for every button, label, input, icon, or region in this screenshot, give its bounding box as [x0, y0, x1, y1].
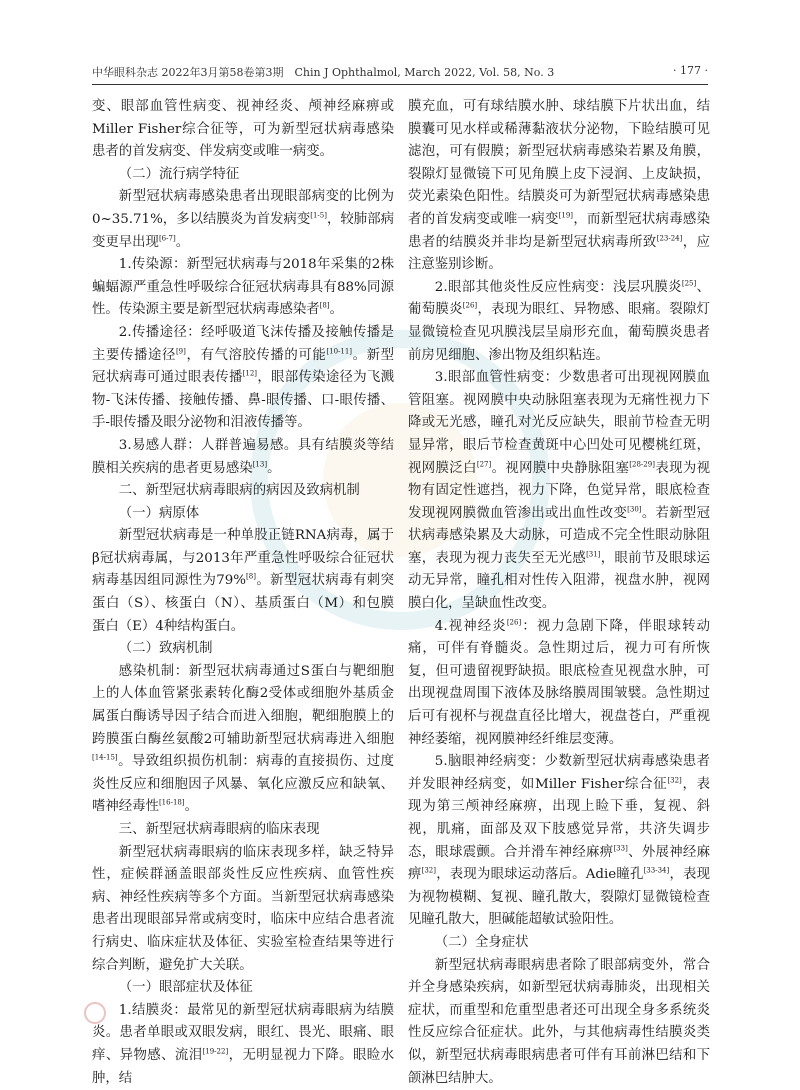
paragraph	[408, 277, 710, 367]
paragraph-text: 感染机制：新型冠状病毒通过S蛋白与靶细胞上的人体血管紧张素转化酶2受体或细胞外基质金属蛋白酶诱导因子结合而进入细胞，靶细胞膜上的跨膜蛋白酶丝氨酸2可辅助新型冠状病毒进入细胞	[92, 663, 394, 747]
paragraph	[408, 932, 710, 955]
paragraph-text: 三、新型冠状病毒眼病的临床表现	[118, 822, 320, 837]
paragraph-text: ，应注意鉴别诊断。	[408, 234, 711, 273]
citation-ref: [32]	[421, 866, 436, 875]
paragraph	[92, 480, 394, 503]
paragraph	[92, 842, 394, 978]
paragraph-text: 二、新型冠状病毒眼病的病因及致病机制	[118, 483, 360, 499]
paragraph-text: 。视网膜中央静脉阻塞	[491, 460, 630, 476]
paragraph-text: 。	[329, 302, 343, 318]
paragraph-text: 膜充血，可有球结膜水肿、球结膜下片状出血，结膜囊可见水样或稀薄黏液状分泌物，下睑结膜可见滤泡，可有假膜；新型冠状病毒感染若累及角膜，裂隙灯显微镜下可见角膜上皮下浸润、上皮缺损，荧光素染色阳性。结膜炎可为新型冠状病毒感染患者的首发病变或唯一病变	[408, 99, 710, 227]
paragraph	[92, 1000, 394, 1090]
citation-ref: [33]	[613, 844, 628, 853]
citation-ref: [13]	[252, 460, 268, 469]
paragraph-text: ，眼前节及眼球运动无异常，瞳孔相对性传入阻滞，视盘水肿，视网膜白化，呈缺血性改变。	[408, 550, 711, 612]
publisher-logo	[84, 1002, 112, 1024]
paragraph-text: 。导致组织损伤机制：病毒的直接损伤、过度炎性反应和细胞因子风暴、氧化应激反应和缺氧、嗜神经毒性	[92, 754, 394, 815]
paragraph-text: ，无明显视力下降。眼睑水肿，结	[92, 1047, 395, 1086]
paragraph-text: ，表现为第三颅神经麻痹，出现上睑下垂，复视、斜视，肌痛，面部及双下肢感觉异常，共济失调步态，眼球震颤。合并滑车神经麻痹	[408, 776, 710, 860]
left-column	[92, 96, 394, 1090]
paragraph-text: ，表现为眼红、异物感、眼痛。裂隙灯显微镜检查见巩膜浅层呈扇形充血，葡萄膜炎患者前房见细胞、渗出物及组织粘连。	[408, 302, 711, 363]
citation-ref: [28-29]	[629, 460, 655, 469]
paragraph-text: ，有气溶胶传播的可能	[185, 347, 327, 363]
paragraph	[408, 955, 710, 1090]
paragraph-text: 4.视神经炎	[434, 618, 507, 634]
paragraph-text: 2.传播途径：经呼吸道飞沫传播及接触传播是主要传播途径	[92, 324, 394, 363]
citation-ref: [25]	[681, 279, 697, 288]
paragraph-text: 1.传染源：新型冠状病毒与2018年采集的2株蝙蝠源严重急性呼吸综合征冠状病毒具有88%同源性。传染源主要是新型冠状病毒感染者	[92, 257, 394, 318]
paragraph-text: 。新型冠状病毒有刺突蛋白（S）、核蛋白（N）、基质蛋白（M）和包膜蛋白（E）4种结构蛋白。	[92, 573, 394, 634]
paragraph	[92, 503, 394, 526]
citation-ref: [31]	[586, 550, 601, 559]
paragraph	[92, 254, 394, 322]
citation-ref: [14-15]	[92, 753, 118, 762]
citation-ref: [1-5]	[310, 211, 327, 220]
paragraph-text: 3.易感人群：人群普遍易感。具有结膜炎等结膜相关疾病的患者更易感染	[92, 437, 394, 476]
citation-ref: [12]	[242, 369, 258, 378]
citation-ref: [19]	[558, 211, 574, 220]
citation-ref: [33-34]	[643, 866, 670, 875]
paragraph	[92, 164, 394, 187]
paragraph	[408, 96, 710, 277]
citation-ref: [27]	[476, 460, 492, 469]
citation-ref: [32]	[667, 776, 682, 785]
paragraph	[92, 96, 394, 164]
paragraph-text: 。	[184, 799, 198, 815]
citation-ref: [10-11]	[326, 347, 353, 356]
paragraph	[408, 367, 710, 616]
citation-ref: [26]	[462, 301, 478, 310]
paragraph-text: 3.眼部血管性病变：少数患者可出现视网膜血管阻塞。视网膜中央动脉阻塞表现为无痛性视力下降或无光感，瞳孔对光反应缺失，眼前节检查无明显异常，眼后节检查黄斑中心凹处可见樱桃红斑，视网膜泛白	[408, 370, 710, 476]
running-header	[92, 60, 708, 85]
citation-ref: [23-24]	[656, 234, 683, 243]
paragraph-text: 。	[175, 234, 190, 250]
paragraph	[92, 186, 394, 254]
citation-ref: [8]	[246, 573, 256, 581]
paragraph-text: （一）病原体	[118, 505, 200, 521]
citation-ref: [9]	[175, 347, 186, 356]
paragraph-text: 新型冠状病毒眼病的临床表现多样，缺乏特异性，症候群涵盖眼部炎性反应性疾病、血管性疾病、神经性疾病等多个方面。当新型冠状病毒感染患者出现眼部异常或病变时，临床中应结合患者流行病史、临床症状及体征、实验室检查结果等进行综合判断，避免扩大关联。	[92, 844, 394, 973]
paragraph-text: ：视力急剧下降，伴眼球转动痛，可伴有脊髓炎。急性期过后，视力可有所恢复，但可遗留视野缺损。眼底检查见视盘水肿，可出现视盘周围下液体及脉络膜周围皱襞。急性期过后可有视杯与视盘直径比增大，视盘苍白，严重视神经萎缩，视网膜神经纤维层变薄。	[408, 618, 711, 747]
paragraph	[92, 661, 394, 819]
paragraph	[408, 751, 710, 932]
right-column	[408, 96, 710, 1090]
paragraph-text: 2.眼部其他炎性反应性病变：浅层巩膜炎	[434, 279, 682, 295]
paragraph-text: 1.结膜炎：最常见的新型冠状病毒眼病为结膜炎。患者单眼或双眼发病，眼红、畏光、眼痛、眼痒、异物感、流泪	[92, 1002, 394, 1063]
paragraph-text: ，表现为视物模糊、复视、瞳孔散大，裂隙灯显微镜检查见瞳孔散大，胆碱能超敏试验阳性。	[408, 867, 711, 928]
paragraph	[92, 322, 394, 435]
paragraph-text: （二）流行病学特征	[118, 166, 240, 182]
paragraph-text: 变、眼部血管性病变、视神经炎、颅神经麻痹或Miller Fisher综合征等，可为新型冠状病毒感染患者的首发病变、伴发病变或唯一病变。	[92, 99, 394, 160]
paragraph-text: 新型冠状病毒是一种单股正链RNA病毒，属于β冠状病毒属，与2013年严重急性呼吸综合征冠状病毒基因组同源性为79%	[92, 528, 394, 589]
paragraph-text: 、外展神经麻痹	[408, 844, 711, 883]
citation-ref: [30]	[627, 505, 642, 514]
paragraph-text: 表现为视物有固定性遮挡，视力下降，色觉异常，眼底检查发现视网膜微血管渗出或出血性改变	[408, 460, 711, 521]
paragraph-text: （二）致病机制	[118, 641, 213, 657]
paragraph-text: 。	[267, 460, 281, 476]
citation-ref: [16-18]	[158, 798, 185, 807]
paragraph-text: ，眼部传染途径为飞溅物-飞沫传播、接触传播、鼻-眼传播、口-眼传播、手-眼传播及眼分泌物和泪液传播等。	[92, 370, 395, 431]
paragraph-text: 。新型冠状病毒可通过眼表传播	[92, 347, 395, 386]
page-number: · 177 ·	[673, 64, 708, 77]
citation-ref: [8]	[319, 301, 330, 310]
paragraph-text: 5.脑眼神经病变：少数新型冠状病毒感染患者并发眼神经病变，如Miller Fisher综合征	[408, 754, 710, 792]
paragraph	[92, 435, 394, 480]
paragraph	[92, 977, 394, 1000]
paragraph-text: ，表现为眼球运动落后。Adie瞳孔	[435, 867, 644, 883]
paragraph-text: 新型冠状病毒眼病患者除了眼部病变外，常合并全身感染疾病，如新型冠状病毒肺炎，出现相关症状，而重型和危重型患者还可出现全身多系统炎性反应综合征症状。此外，与其他病毒性结膜炎类似，新型冠状病毒眼病患者可伴有耳前淋巴结和下颌淋巴结肿大。	[408, 957, 710, 1086]
paragraph	[92, 525, 394, 638]
paragraph-text: 。若新型冠状病毒感染累及大动脉，可造成不完全性眼动脉阻塞，表现为视力丧失至无光感	[408, 505, 711, 566]
paragraph-text: ，较肺部病变更早出现	[92, 211, 394, 250]
paragraph	[92, 638, 394, 661]
citation-ref: [6-7]	[158, 234, 176, 243]
paragraph	[92, 819, 394, 842]
journal-citation: 中华眼科杂志 2022年3月第58卷第3期 Chin J Ophthalmol, March 2022, Vol. 58, No. 3	[92, 66, 555, 79]
paragraph-text: （一）眼部症状及体征	[118, 980, 253, 996]
paragraph-text: ，而新型冠状病毒感染患者的结膜炎并非均是新型冠状病毒所致	[408, 211, 711, 250]
citation-ref: [19-22]	[202, 1047, 229, 1056]
paragraph	[408, 616, 710, 752]
paragraph-text: （二）全身症状	[434, 934, 529, 950]
paragraph-text: 新型冠状病毒感染患者出现眼部病变的比例为0~35.71%，多以结膜炎为首发病变	[92, 189, 394, 227]
paragraph-text: 、葡萄膜炎	[408, 279, 710, 318]
citation-ref: [26]	[506, 618, 522, 627]
